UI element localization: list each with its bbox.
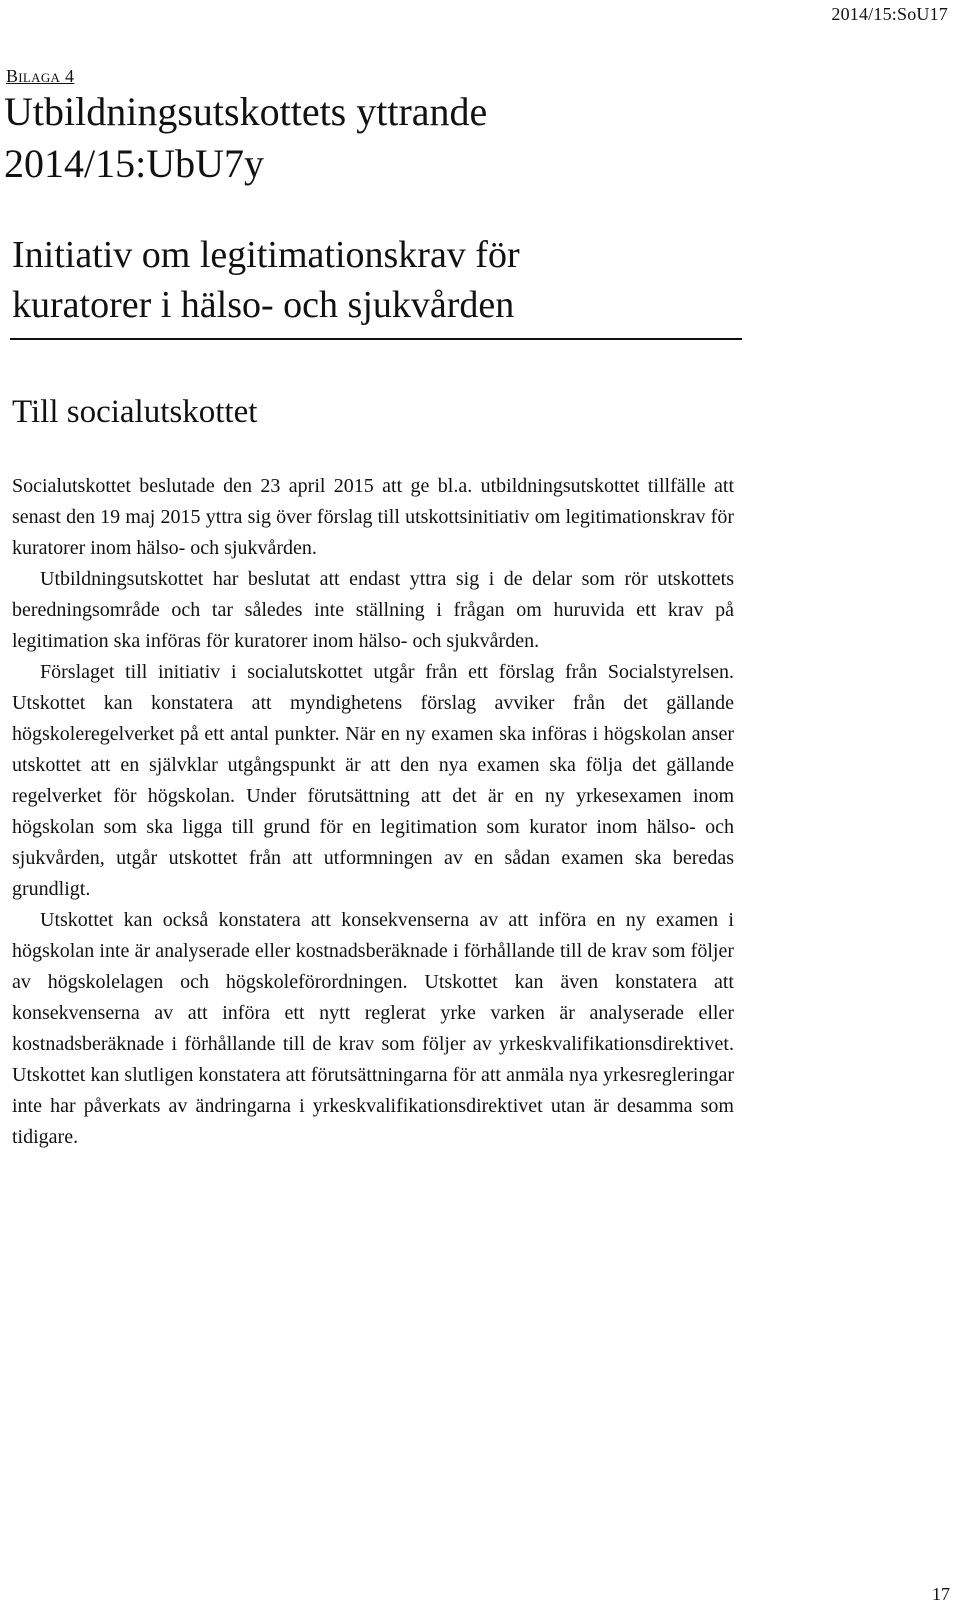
paragraph: Förslaget till initiativ i socialutskottet utgår från ett förslag från Socialstyrelsen. Utskottet kan konstatera att myndighetens förslag avviker från det gällande högskoleregelverket på ett antal punkter. När en ny examen ska införas i högskolan anser utskottet att en självklar utgångspunkt är att den nya examen ska följa det gällande regelverket för högskolan. Under förutsättning att det är en ny yrkesexamen inom högskolan som ska ligga till grund för en legitimation som kurator inom hälso- och sjukvården, utgår utskottet från att utformningen av en sådan examen ska beredas grundligt. (12, 661, 734, 900)
appendix-label: Bilaga 4 (6, 66, 75, 86)
recipient-heading: Till socialutskottet (12, 394, 258, 430)
subject-heading-line: kuratorer i hälso- och sjukvården (12, 284, 515, 326)
document-number: 2014/15:UbU7y (4, 141, 264, 186)
body-text (12, 471, 734, 1153)
document-title (4, 86, 904, 190)
document-reference: 2014/15:SoU17 (831, 4, 948, 24)
paragraph: Socialutskottet beslutade den 23 april 2015 att ge bl.a. utbildningsutskottet tillfälle att senast den 19 maj 2015 yttra sig över förslag till utskottsinitiativ om legitimationskrav för kuratorer inom hälso- och sjukvården. (12, 475, 734, 559)
subject-heading (12, 230, 872, 330)
document-title-line: Utbildningsutskottets yttrande (4, 89, 488, 134)
paragraph: Utbildningsutskottet har beslutat att endast yttra sig i de delar som rör utskottets beredningsområde och tar således inte ställning i frågan om huruvida ett krav på legitimation ska införas för kuratorer inom hälso- och sjukvården. (12, 568, 734, 652)
page-number: 17 (932, 1584, 950, 1604)
heading-divider (10, 338, 742, 340)
subject-heading-line: Initiativ om legitimationskrav för (12, 234, 520, 276)
paragraph: Utskottet kan också konstatera att konsekvenserna av att införa en ny examen i högskolan inte är analyserade eller kostnadsberäknade i förhållande till de krav som följer av högskolelagen och högskoleförordningen. Utskottet kan även konstatera att konsekvenserna av att införa ett nytt reglerat yrke varken är analyserade eller kostnadsberäknade i förhållande till de krav som följer av yrkeskvalifikationsdirektivet. Utskottet kan slutligen konstatera att förutsättningarna för att anmäla nya yrkesregleringar inte har påverkats av ändringarna i yrkeskvalifikationsdirektivet utan är desamma som tidigare. (12, 909, 734, 1148)
